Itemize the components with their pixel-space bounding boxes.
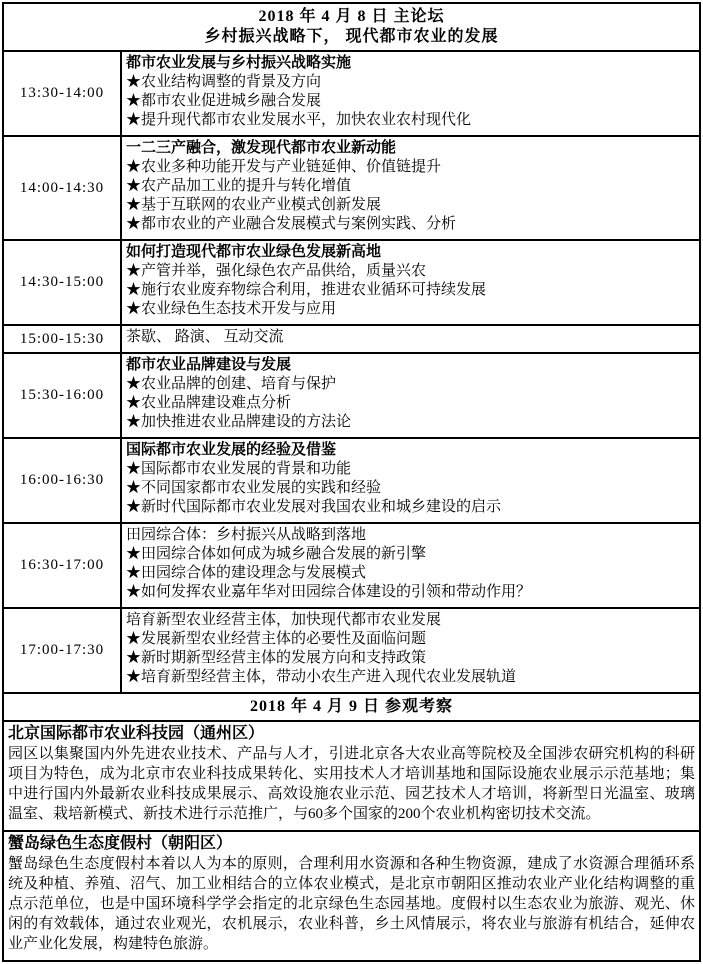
session-time: 13:30-14:00 [4,52,122,135]
bullet-item [126,668,694,687]
bullet-item [126,73,694,92]
bullet-item [126,630,694,649]
bullet-text: 提升现代都市农业发展水平，加快农业农村现代化 [141,112,472,128]
session-title: 田园综合体：乡村振兴从战略到落地 [126,527,367,543]
bullet-text: 田园综合体的建设理念与发展模式 [141,565,367,581]
star-bullet-icon: ★ [126,263,142,279]
bullet-text: 新时代国际都市农业发展对我国农业和城乡建设的启示 [141,499,502,515]
bullet-text: 农业品牌的创建、培育与保护 [141,376,337,392]
bullet-item [126,375,694,394]
star-bullet-icon: ★ [126,584,142,600]
star-bullet-icon: ★ [126,74,142,90]
session-bullets [126,158,694,234]
session-bullets [126,630,694,687]
bullet-text: 田园综合体如何成为城乡融合发展的新引擎 [141,546,427,562]
bullet-text: 新时期新型经营主体的发展方向和支持政策 [141,650,427,666]
bullet-item [126,177,694,196]
bullet-text: 农业结构调整的背景及方向 [141,74,322,90]
bullet-item [126,262,694,281]
bullet-text: 基于互联网的农业产业模式创新发展 [141,197,382,213]
session-time: 15:30-16:00 [4,354,122,437]
star-bullet-icon: ★ [126,112,142,128]
session-row [4,239,699,324]
bullet-text: 施行农业废弃物综合利用，推进农业循环可持续发展 [141,282,487,298]
star-bullet-icon: ★ [126,669,142,685]
star-bullet-icon: ★ [126,376,142,392]
bullet-item [126,413,694,432]
site-description: 蟹岛绿色生态度假村本着以人为本的原则，合理利用水资源和各种生物资源，建成了水资源合理循环系统及种植、养殖、沼气、加工业相结合的立体农业模式，是北京市朝阳区推动农业产业化结构调整的重点示范单位，也是中国环境科学学会指定的北京绿色生态园基地。度假村以生态农业为旅游、观光、休闲的有效载体，通过农业观光，农机展示，农业科普，乡土风情展示，将农业与旅游有机结合，延伸农业产业化发展，构建特色旅游。 [8,856,695,952]
bullet-text: 如何发挥农业嘉年华对田园综合体建设的引领和带动作用？ [141,584,532,600]
session-row [4,135,699,239]
session-time: 16:30-17:00 [4,524,122,607]
session-row [4,437,699,522]
session-bullets [126,73,694,130]
bullet-text: 农业多种功能开发与产业链延伸、价值链提升 [141,159,442,175]
session-content [122,137,699,239]
star-bullet-icon: ★ [126,93,142,109]
bullet-item [126,460,694,479]
agenda-body [4,50,699,692]
bullet-item [126,479,694,498]
star-bullet-icon: ★ [126,480,142,496]
session-row [4,607,699,692]
bullet-item [126,215,694,234]
bullet-item [126,394,694,413]
bullet-text: 农业绿色生态技术开发与应用 [141,301,337,317]
session-title: 茶歇、 路演、 互动交流 [126,329,284,345]
session-time: 15:00-15:30 [4,326,122,352]
star-bullet-icon: ★ [126,631,142,647]
session-time: 16:00-16:30 [4,439,122,522]
session-row [4,522,699,607]
bullet-text: 农业品牌建设难点分析 [141,395,292,411]
bullet-item [126,564,694,583]
session-content [122,241,699,324]
day1-theme-title: 乡村振兴战略下， 现代都市农业的发展 [204,28,499,45]
bullet-item [126,300,694,319]
star-bullet-icon: ★ [126,565,142,581]
bullet-item [126,111,694,130]
session-title: 都市农业品牌建设与发展 [126,357,292,373]
bullet-item [126,583,694,602]
bullet-item [126,158,694,177]
session-content [122,326,699,352]
bullet-text: 农产品加工业的提升与转化增值 [141,178,352,194]
star-bullet-icon: ★ [126,301,142,317]
visit-site [4,720,699,830]
bullet-text: 加快推进农业品牌建设的方法论 [141,414,352,430]
session-title: 国际都市农业发展的经验及借鉴 [126,442,337,458]
bullet-item [126,281,694,300]
session-title: 都市农业发展与乡村振兴战略实施 [126,55,352,71]
session-bullets [126,545,694,602]
star-bullet-icon: ★ [126,197,142,213]
site-description: 园区以集聚国内外先进农业技术、产品与人才，引进北京各大农业高等院校及全国涉农研究机构的科研项目为特色，成为北京市农业科技成果转化、实用技术人才培训基地和国际设施农业展示示范基地；集中进行国内外最新农业科技成果展示、高效设施农业示范、园艺技术人才培训，将新型日光温室、玻璃温室、栽培新模式、新技术进行示范推广，与60多个国家的200个农业机构密切技术交流。 [8,746,695,822]
session-title: 培育新型农业经营主体，加快现代都市农业发展 [126,612,442,628]
session-title: 一二三产融合，激发现代都市农业新动能 [126,140,397,156]
bullet-text: 都市农业的产业融合发展模式与案例实践、分析 [141,216,457,232]
bullet-text: 产管并举，强化绿色农产品供给，质量兴农 [141,263,427,279]
bullet-item [126,545,694,564]
bullet-item [126,92,694,111]
star-bullet-icon: ★ [126,282,142,298]
session-bullets [126,375,694,432]
agenda-table [2,2,701,962]
session-time: 14:00-14:30 [4,137,122,239]
bullet-item [126,196,694,215]
visit-sections [4,720,699,960]
bullet-text: 不同国家都市农业发展的实践和经验 [141,480,382,496]
session-bullets [126,262,694,319]
star-bullet-icon: ★ [126,178,142,194]
bullet-text: 发展新型农业经营主体的必要性及面临问题 [141,631,427,647]
session-content [122,52,699,135]
star-bullet-icon: ★ [126,461,142,477]
bullet-text: 培育新型经营主体，带动小农生产进入现代农业发展轨道 [141,669,517,685]
bullet-text: 都市农业促进城乡融合发展 [141,93,322,109]
bullet-item [126,649,694,668]
star-bullet-icon: ★ [126,216,142,232]
session-time: 17:00-17:30 [4,609,122,692]
star-bullet-icon: ★ [126,414,142,430]
star-bullet-icon: ★ [126,395,142,411]
session-content [122,524,699,607]
session-title: 如何打造现代都市农业绿色发展新高地 [126,244,382,260]
session-row [4,50,699,135]
session-content [122,609,699,692]
bullet-text: 国际都市农业发展的背景和功能 [141,461,352,477]
session-content [122,439,699,522]
day2-header: 2018 年 4 月 9 日 参观考察 [4,692,699,720]
star-bullet-icon: ★ [126,159,142,175]
site-name: 蟹岛绿色生态度假村（朝阳区） [8,835,233,852]
session-content [122,354,699,437]
day1-date-title: 2018 年 4 月 8 日 主论坛 [258,8,445,25]
star-bullet-icon: ★ [126,499,142,515]
session-row [4,324,699,352]
session-bullets [126,460,694,517]
day1-header [4,4,699,50]
session-row [4,352,699,437]
site-name: 北京国际都市农业科技园（通州区） [8,725,265,742]
session-time: 14:30-15:00 [4,241,122,324]
star-bullet-icon: ★ [126,546,142,562]
star-bullet-icon: ★ [126,650,142,666]
bullet-item [126,498,694,517]
